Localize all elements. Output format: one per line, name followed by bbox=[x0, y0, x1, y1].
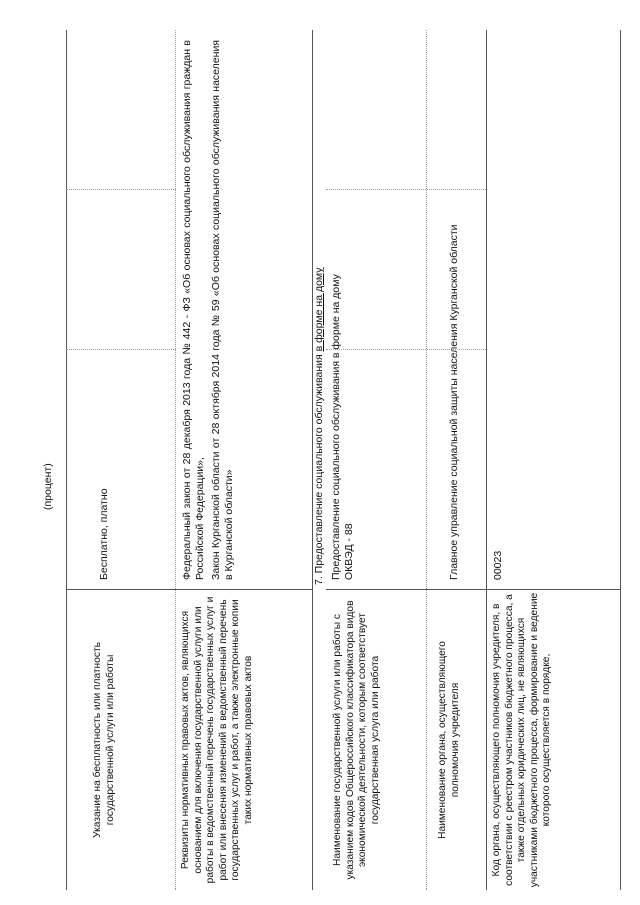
free-paid-value: Бесплатно, платно bbox=[98, 488, 110, 580]
section-7-heading bbox=[313, 45, 326, 585]
service-name-label: Наименование государственной услуги или работы с указанием кодов Общероссийского классификатора видов экономической деятельности, которым соответствует государственная услуга или работа bbox=[332, 600, 381, 880]
legal-acts-value-line2: Закон Курганской области от 28 октября 2014 года № 59 «Об основах социального обслуживания населения в Курганской области» bbox=[210, 40, 235, 580]
authority-label: Наименование органа, осуществляющего полномочия учредителя bbox=[437, 641, 461, 839]
table-rule bbox=[620, 30, 621, 890]
authority-code-label: Код органа, осуществляющего полномочия учредителя, в соответствии с реестром участников бюджетного процесса, а также отдельных юридических лиц, не являющихся участниками бюджетного процесса, формирование и ведение которого осуществляется в порядке, bbox=[491, 592, 553, 888]
section-7-underlined: в форме на дому bbox=[313, 267, 325, 352]
column-rule bbox=[66, 349, 176, 350]
free-paid-label: Указание на бесплатность или платность государственной услуги или работы bbox=[92, 642, 116, 838]
column-rule bbox=[66, 589, 176, 590]
table-rule bbox=[175, 30, 176, 890]
table-rule bbox=[426, 30, 427, 890]
authority-code-value: 00023 bbox=[492, 550, 504, 580]
percent-note: (процент) bbox=[42, 463, 54, 510]
rotated-table bbox=[30, 30, 630, 890]
service-name-value-line1: Предоставление социального обслуживания в форме на дому bbox=[330, 274, 342, 580]
table-rule bbox=[66, 30, 67, 890]
table-rule bbox=[486, 30, 487, 890]
column-rule bbox=[66, 189, 176, 190]
section-7-prefix: 7. Предоставление социального обслуживания bbox=[313, 351, 325, 585]
service-name-value-line2: ОКВЭД - 88 bbox=[343, 523, 355, 580]
authority-value: Главное управление социальной защиты населения Курганской области bbox=[448, 224, 460, 580]
legal-acts-label: Реквизиты нормативных правовых актов, являющихся основанием для включения государственной услуги или работы в ведомственный перечень государственных услуг и работ или внесения изменений в ведомственный перечень государственных услуг и работ, а также электронные копии таких нормативных правовых актов bbox=[180, 596, 254, 884]
legal-acts-value-line1: Федеральный закон от 28 декабря 2013 года № 442 - ФЗ «Об основах социального обслуживания граждан в Российской Федерации», bbox=[181, 40, 206, 580]
